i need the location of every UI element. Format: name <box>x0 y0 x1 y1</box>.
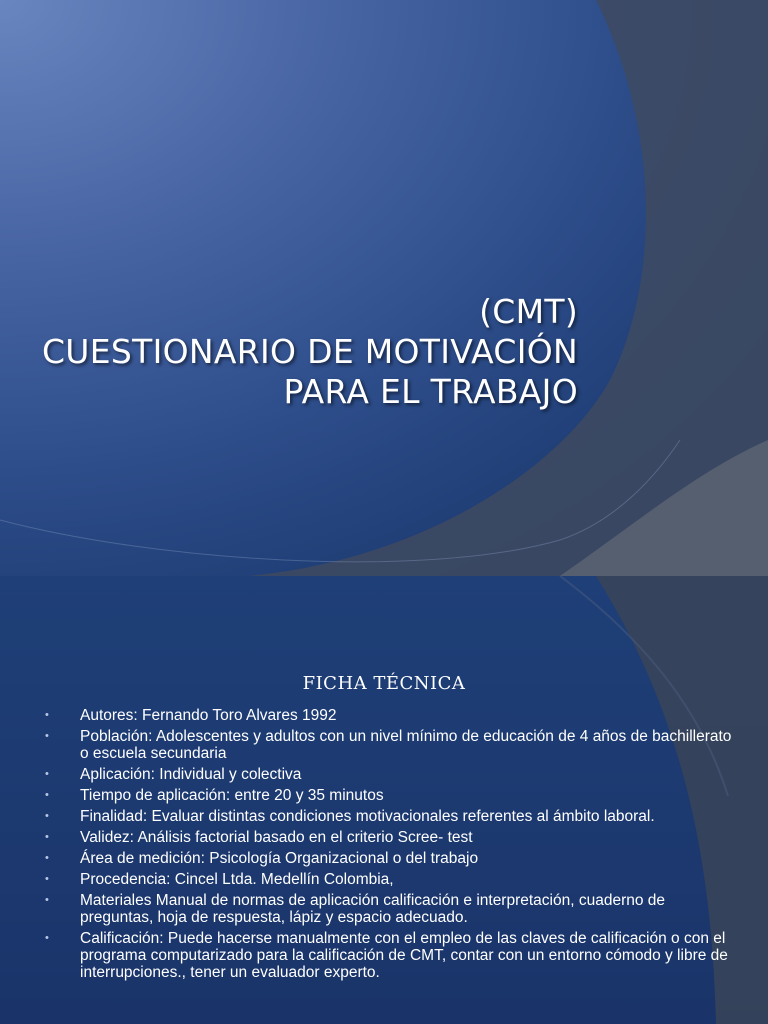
list-item <box>45 850 735 867</box>
list-item <box>45 766 735 783</box>
list-item-text: Materiales Manual de normas de aplicación calificación e interpretación, cuaderno de preguntas, hoja de respuesta, lápiz y espacio adecuado. <box>80 892 666 926</box>
slide-title <box>18 292 578 412</box>
content-slide <box>0 576 768 1024</box>
bullet-icon: • <box>45 810 49 822</box>
title-line-2: CUESTIONARIO DE MOTIVACIÓN <box>41 332 578 371</box>
bullet-icon: • <box>45 709 49 721</box>
bullet-icon: • <box>45 894 49 906</box>
list-item-text: Finalidad: Evaluar distintas condiciones motivacionales referentes al ámbito laboral. <box>80 808 655 825</box>
title-line-3: PARA EL TRABAJO <box>283 372 578 411</box>
title-line-1: (CMT) <box>479 292 578 331</box>
list-item-text: Autores: Fernando Toro Alvares 1992 <box>80 707 337 724</box>
bullet-icon: • <box>45 730 49 742</box>
list-item <box>45 892 735 926</box>
bullet-icon: • <box>45 873 49 885</box>
bullet-icon: • <box>45 852 49 864</box>
list-item <box>45 808 735 825</box>
list-item <box>45 707 735 724</box>
list-item-text: Área de medición: Psicología Organizacional o del trabajo <box>80 850 479 867</box>
bullet-icon: • <box>45 932 49 944</box>
list-item <box>45 829 735 846</box>
list-item-text: Validez: Análisis factorial basado en el criterio Scree- test <box>80 829 473 846</box>
list-item-text: Población: Adolescentes y adultos con un nivel mínimo de educación de 4 años de bachillerato o escuela secundaria <box>80 728 732 762</box>
list-item <box>45 871 735 888</box>
bullet-icon: • <box>45 789 49 801</box>
bullet-icon: • <box>45 768 49 780</box>
list-item <box>45 728 735 762</box>
list-item-text: Procedencia: Cincel Ltda. Medellín Colombia, <box>80 871 394 888</box>
list-item-text: Aplicación: Individual y colectiva <box>80 766 302 783</box>
section-heading: FICHA TÉCNICA <box>302 673 466 694</box>
bullet-icon: • <box>45 831 49 843</box>
list-item <box>45 787 735 804</box>
list-item-text: Tiempo de aplicación: entre 20 y 35 minutos <box>80 787 384 804</box>
list-item <box>45 930 735 981</box>
bullet-list <box>45 707 735 985</box>
list-item-text: Calificación: Puede hacerse manualmente con el empleo de las claves de calificación o con el programa computarizado para la calificación de CMT, contar con un entorno cómodo y libre de interrupciones., tener un evaluador experto. <box>80 930 728 981</box>
